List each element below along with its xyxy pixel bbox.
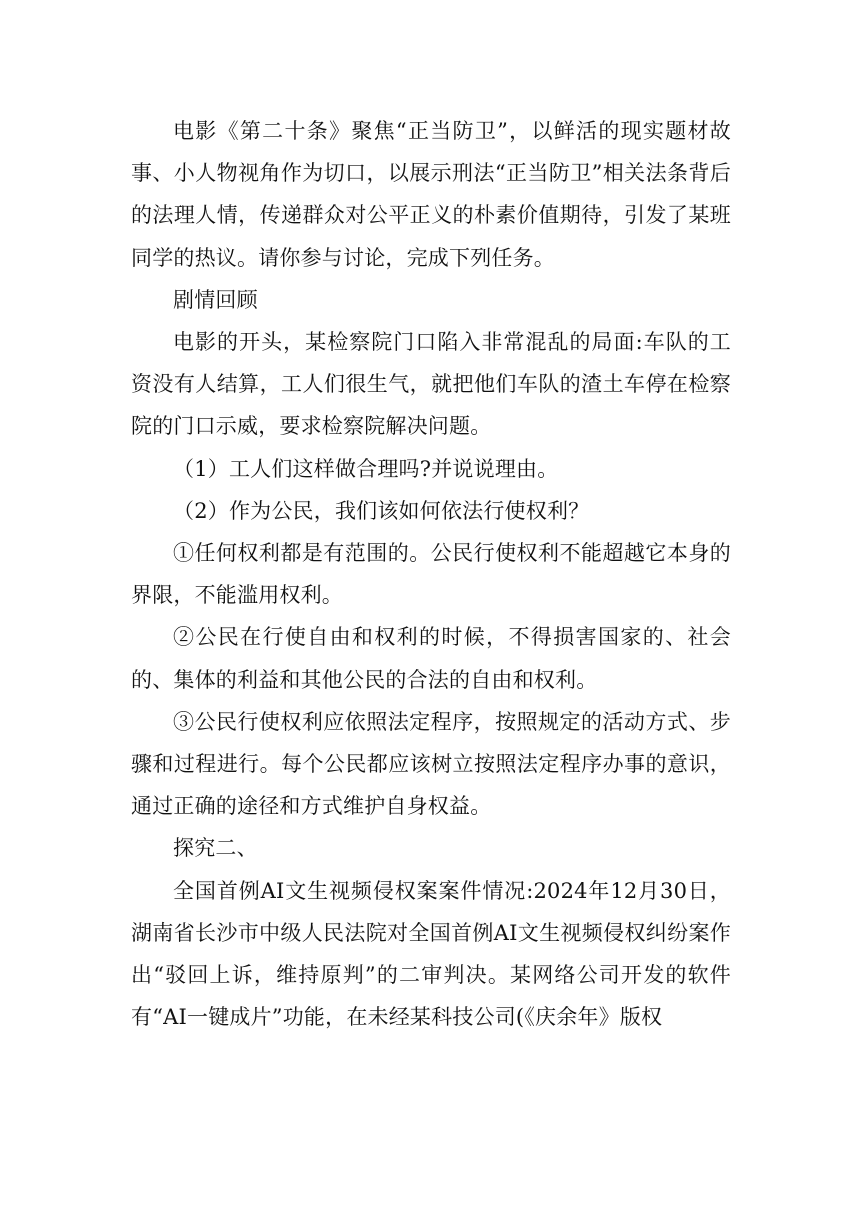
heading-exploration-2: 探究二、 xyxy=(173,836,258,861)
answer-point-2: ②公民在行使自由和权利的时候，不得损害国家的、社会的、集体的利益和其他公民的合法的自由和权利。 xyxy=(131,625,731,692)
heading-plot-review: 剧情回顾 xyxy=(173,287,258,312)
paragraph-intro: 电影《第二十条》聚焦“正当防卫”，以鲜活的现实题材故事、小人物视角作为切口，以展示刑法“正当防卫”相关法条背后的法理人情，传递群众对公平正义的朴素价值期待，引发了某班同学的热议。请你参与讨论，完成下列任务。 xyxy=(131,119,731,270)
paragraph-plot: 电影的开头，某检察院门口陷入非常混乱的局面:车队的工资没有人结算，工人们很生气，就把他们车队的渣土车停在检察院的门口示威，要求检察院解决问题。 xyxy=(131,330,731,439)
paragraph-ai-case: 全国首例AI文生视频侵权案案件情况:2024年12月30日，湖南省长沙市中级人民法院对全国首例AI文生视频侵权纠纷案作出“驳回上诉，维持原判”的二审判决。某网络公司开发的软件有“AI一键成片”功能，在未经某科技公司(《庆余年》版权 xyxy=(131,878,731,1030)
answer-point-1: ①任何权利都是有范围的。公民行使权利不能超越它本身的界限，不能滥用权利。 xyxy=(131,541,731,608)
question-2: （2）作为公民，我们该如何依法行使权利？ xyxy=(173,498,590,523)
question-1: （1）工人们这样做合理吗?并说说理由。 xyxy=(173,456,559,481)
answer-point-3: ③公民行使权利应依照法定程序，按照规定的活动方式、步骤和过程进行。每个公民都应该树立按照法定程序办事的意识，通过正确的途径和方式维护自身权益。 xyxy=(131,709,731,819)
document-body xyxy=(131,110,731,1038)
